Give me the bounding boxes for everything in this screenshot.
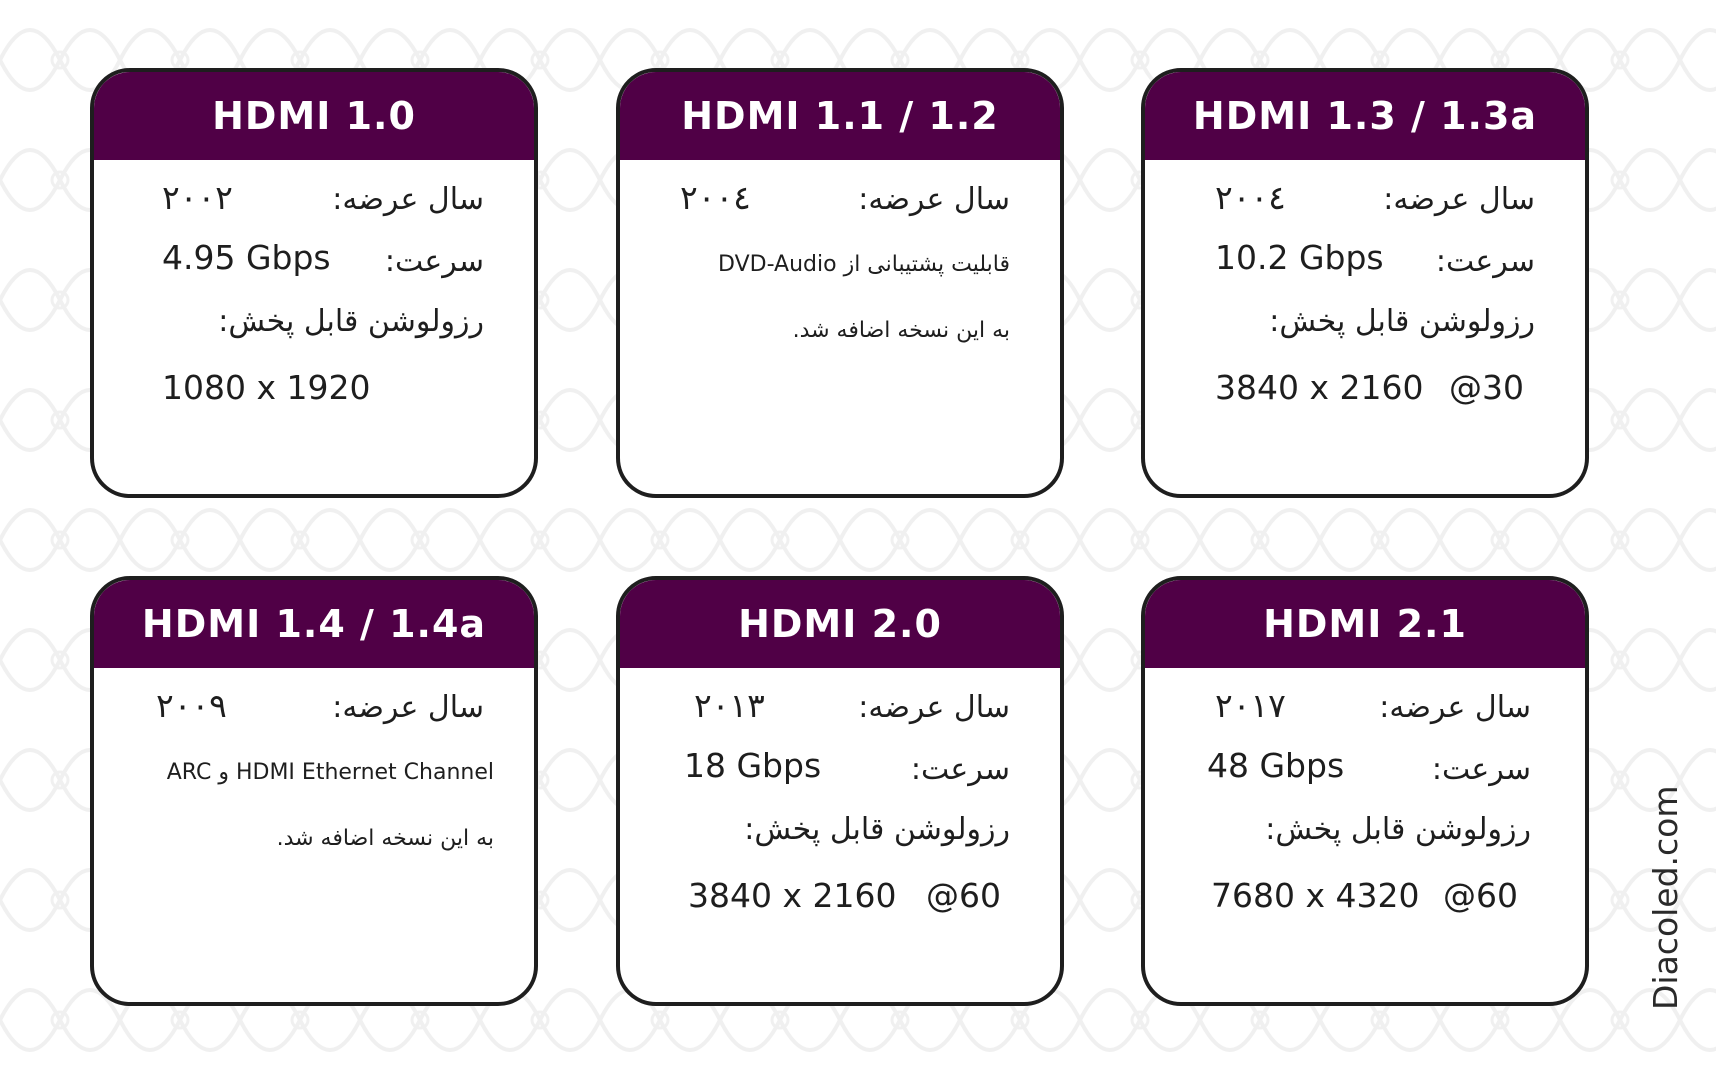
- resolution-label: رزولوشن قابل پخش:: [218, 304, 484, 339]
- release-year-label: سال عرضه:: [858, 182, 1010, 217]
- card-header: [620, 72, 1060, 160]
- card-header: [1145, 580, 1585, 668]
- release-year-value: ۲۰۱۷: [1215, 686, 1286, 725]
- resolution-value: 3840 x 2160: [688, 876, 897, 915]
- card-hdmi-2-1: [1141, 576, 1589, 1006]
- speed-value: 10.2 Gbps: [1215, 238, 1384, 277]
- card-header: [94, 580, 534, 668]
- feature-description-line-2: به این نسخه اضافه شد.: [792, 318, 1010, 343]
- card-title: HDMI 1.0: [212, 94, 416, 138]
- resolution-label: رزولوشن قابل پخش:: [744, 812, 1010, 847]
- card-hdmi-1-1-1-2: [616, 68, 1064, 498]
- refresh-rate-value: @60: [926, 876, 1001, 915]
- speed-label: سرعت:: [910, 752, 1010, 787]
- resolution-label: رزولوشن قابل پخش:: [1269, 304, 1535, 339]
- card-hdmi-1-4-1-4a: [90, 576, 538, 1006]
- feature-description-line-1: HDMI Ethernet Channel و ARC: [166, 760, 494, 785]
- release-year-value: ۲۰۰٤: [1215, 178, 1286, 217]
- release-year-value: ۲۰۱۳: [694, 686, 765, 725]
- card-header: [94, 72, 534, 160]
- card-header: [620, 580, 1060, 668]
- speed-label: سرعت:: [1431, 752, 1531, 787]
- release-year-label: سال عرضه:: [1383, 182, 1535, 217]
- card-title: HDMI 1.4 / 1.4a: [141, 602, 487, 646]
- speed-value: 48 Gbps: [1207, 746, 1345, 785]
- card-title: HDMI 1.1 / 1.2: [681, 94, 999, 138]
- refresh-rate-value: @30: [1449, 368, 1524, 407]
- card-title: HDMI 2.1: [1263, 602, 1467, 646]
- release-year-label: سال عرضه:: [858, 690, 1010, 725]
- feature-description-line-2: به این نسخه اضافه شد.: [276, 826, 494, 851]
- card-hdmi-2-0: [616, 576, 1064, 1006]
- speed-label: سرعت:: [384, 244, 484, 279]
- resolution-value: 3840 x 2160: [1215, 368, 1424, 407]
- release-year-label: سال عرضه:: [332, 182, 484, 217]
- brand-text: Diacoled.com: [1646, 785, 1685, 1010]
- release-year-value: ۲۰۰۲: [162, 178, 233, 217]
- resolution-value: 1080 x 1920: [162, 368, 371, 407]
- resolution-value: 7680 x 4320: [1211, 876, 1420, 915]
- release-year-value: ۲۰۰۹: [156, 686, 227, 725]
- speed-value: 4.95 Gbps: [162, 238, 331, 277]
- card-title: HDMI 1.3 / 1.3a: [1192, 94, 1538, 138]
- resolution-label: رزولوشن قابل پخش:: [1265, 812, 1531, 847]
- release-year-value: ۲۰۰٤: [680, 178, 751, 217]
- card-header: [1145, 72, 1585, 160]
- card-title: HDMI 2.0: [738, 602, 942, 646]
- release-year-label: سال عرضه:: [332, 690, 484, 725]
- card-hdmi-1-3-1-3a: [1141, 68, 1589, 498]
- speed-value: 18 Gbps: [684, 746, 822, 785]
- refresh-rate-value: @60: [1443, 876, 1518, 915]
- feature-description-line-1: قابلیت پشتیبانی از DVD-Audio: [718, 252, 1010, 277]
- card-hdmi-1-0: [90, 68, 538, 498]
- speed-label: سرعت:: [1435, 244, 1535, 279]
- release-year-label: سال عرضه:: [1379, 690, 1531, 725]
